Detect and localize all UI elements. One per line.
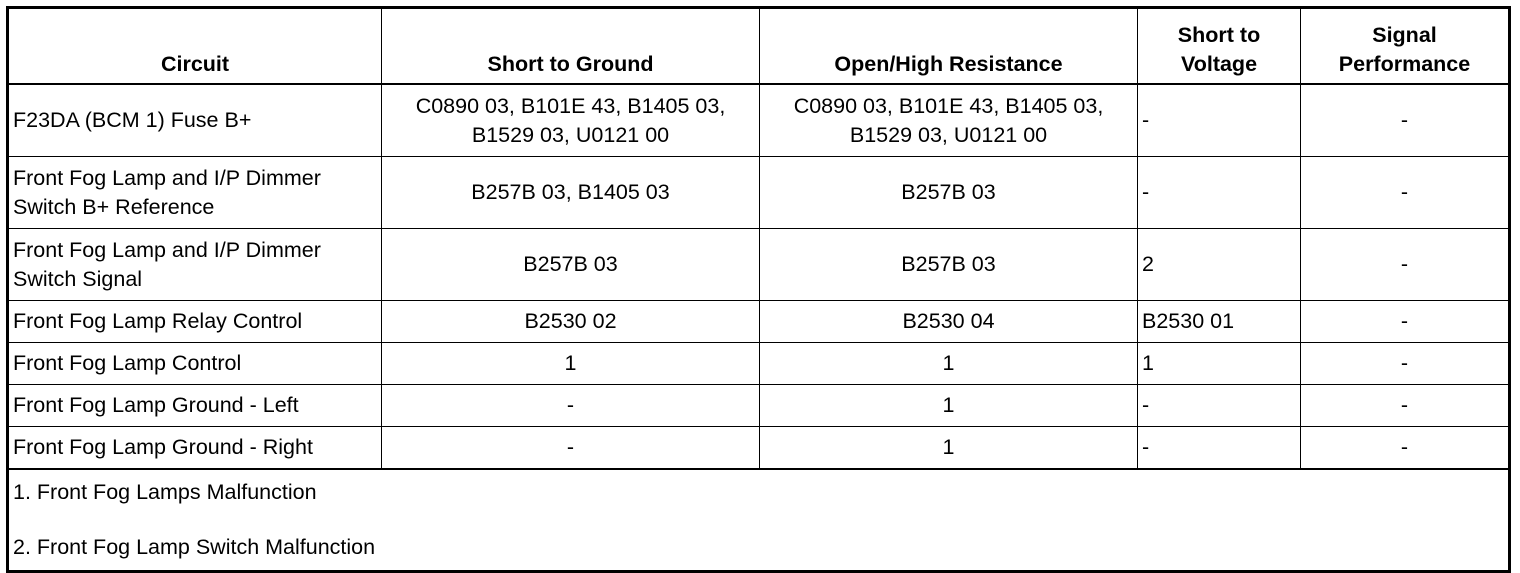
short-to-voltage-cell: - — [1138, 157, 1301, 229]
header-signal-performance: Signal Performance — [1301, 8, 1510, 85]
table-row — [8, 301, 1510, 343]
short-to-ground-cell: B2530 02 — [382, 301, 760, 343]
signal-performance-cell: - — [1301, 157, 1510, 229]
open-high-resistance-cell: B257B 03 — [760, 157, 1138, 229]
open-high-resistance-cell: C0890 03, B101E 43, B1405 03, B1529 03, U0121 00 — [760, 84, 1138, 157]
short-to-voltage-cell: B2530 01 — [1138, 301, 1301, 343]
signal-performance-cell: - — [1301, 229, 1510, 301]
table-row — [8, 157, 1510, 229]
footnote-1: 1. Front Fog Lamps Malfunction — [13, 480, 317, 504]
short-to-ground-cell: - — [382, 385, 760, 427]
short-to-ground-cell: B257B 03, B1405 03 — [382, 157, 760, 229]
footnote-2: 2. Front Fog Lamp Switch Malfunction — [13, 535, 376, 559]
header-row — [8, 8, 1510, 85]
short-to-ground-cell: C0890 03, B101E 43, B1405 03, B1529 03, U0121 00 — [382, 84, 760, 157]
signal-performance-cell: - — [1301, 343, 1510, 385]
open-high-resistance-cell: B2530 04 — [760, 301, 1138, 343]
header-open-high-resistance: Open/High Resistance — [760, 8, 1138, 85]
header-short-to-voltage: Short to Voltage — [1138, 8, 1301, 85]
table-row — [8, 385, 1510, 427]
circuit-cell: Front Fog Lamp Relay Control — [8, 301, 382, 343]
table-row — [8, 84, 1510, 157]
short-to-voltage-cell: - — [1138, 385, 1301, 427]
footnotes-cell — [8, 469, 1510, 572]
signal-performance-cell: - — [1301, 385, 1510, 427]
open-high-resistance-cell: 1 — [760, 427, 1138, 470]
short-to-ground-cell: B257B 03 — [382, 229, 760, 301]
circuit-cell: Front Fog Lamp Ground - Left — [8, 385, 382, 427]
footnotes-row — [8, 469, 1510, 572]
circuit-cell: Front Fog Lamp and I/P Dimmer Switch B+ Reference — [8, 157, 382, 229]
circuit-diagnostic-table — [6, 6, 1511, 573]
open-high-resistance-cell: 1 — [760, 385, 1138, 427]
table-row — [8, 229, 1510, 301]
circuit-cell: Front Fog Lamp Control — [8, 343, 382, 385]
open-high-resistance-cell: 1 — [760, 343, 1138, 385]
header-circuit: Circuit — [8, 8, 382, 85]
circuit-cell: Front Fog Lamp and I/P Dimmer Switch Signal — [8, 229, 382, 301]
circuit-cell: F23DA (BCM 1) Fuse B+ — [8, 84, 382, 157]
table-row — [8, 343, 1510, 385]
short-to-ground-cell: - — [382, 427, 760, 470]
table-row — [8, 427, 1510, 470]
signal-performance-cell: - — [1301, 84, 1510, 157]
circuit-cell: Front Fog Lamp Ground - Right — [8, 427, 382, 470]
short-to-voltage-cell: - — [1138, 84, 1301, 157]
signal-performance-cell: - — [1301, 301, 1510, 343]
short-to-voltage-cell: 2 — [1138, 229, 1301, 301]
short-to-voltage-cell: 1 — [1138, 343, 1301, 385]
header-short-to-ground: Short to Ground — [382, 8, 760, 85]
signal-performance-cell: - — [1301, 427, 1510, 470]
short-to-ground-cell: 1 — [382, 343, 760, 385]
open-high-resistance-cell: B257B 03 — [760, 229, 1138, 301]
short-to-voltage-cell: - — [1138, 427, 1301, 470]
